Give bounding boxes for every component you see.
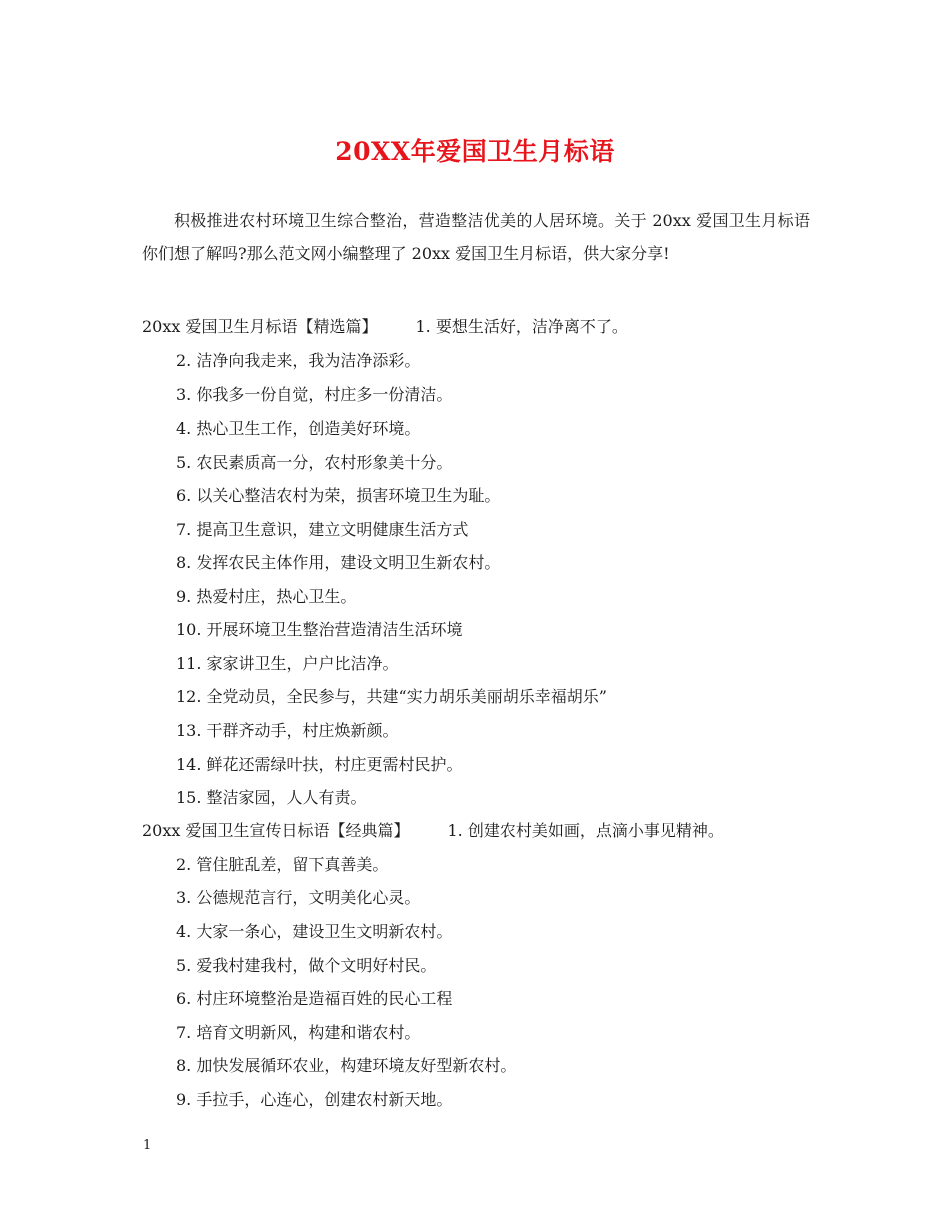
page-number: 1 bbox=[143, 1138, 152, 1153]
list-item: 2. 管住脏乱差，留下真善美。 bbox=[176, 855, 389, 874]
list-item: 5. 农民素质高一分，农村形象美十分。 bbox=[176, 453, 453, 472]
section1-heading-line bbox=[142, 317, 628, 337]
list-item: 2. 洁净向我走来，我为洁净添彩。 bbox=[176, 351, 421, 370]
list-item: 12. 全党动员，全民参与，共建“实力胡乐美丽胡乐幸福胡乐” bbox=[176, 687, 607, 706]
list-item: 8. 加快发展循环农业，构建环境友好型新农村。 bbox=[176, 1056, 517, 1075]
list-item: 9. 热爱村庄，热心卫生。 bbox=[176, 587, 357, 606]
section2-heading: 20xx 爱国卫生宣传日标语【经典篇】 bbox=[142, 821, 410, 840]
page-title: 20XX年爱国卫生月标语 bbox=[335, 137, 615, 166]
list-item: 6. 村庄环境整治是造福百姓的民心工程 bbox=[176, 989, 453, 1008]
list-item: 15. 整洁家园，人人有责。 bbox=[176, 788, 367, 807]
list-item: 11. 家家讲卫生，户户比洁净。 bbox=[176, 654, 399, 673]
list-item: 10. 开展环境卫生整治营造清洁生活环境 bbox=[176, 620, 463, 639]
section1-first-item: 1. 要想生活好，洁净离不了。 bbox=[415, 317, 628, 336]
list-item: 3. 你我多一份自觉，村庄多一份清洁。 bbox=[176, 385, 453, 404]
list-item: 4. 热心卫生工作，创造美好环境。 bbox=[176, 419, 421, 438]
list-item: 3. 公德规范言行，文明美化心灵。 bbox=[176, 888, 421, 907]
section1-heading: 20xx 爱国卫生月标语【精选篇】 bbox=[142, 317, 378, 336]
list-item: 7. 提高卫生意识，建立文明健康生活方式 bbox=[176, 520, 469, 539]
section2-heading-line bbox=[142, 821, 724, 841]
list-item: 6. 以关心整洁农村为荣，损害环境卫生为耻。 bbox=[176, 486, 501, 505]
list-item: 5. 爱我村建我村，做个文明好村民。 bbox=[176, 956, 437, 975]
intro-paragraph: 积极推进农村环境卫生综合整治，营造整洁优美的人居环境。关于 20xx 爱国卫生月标语你们想了解吗?那么范文网小编整理了 20xx 爱国卫生月标语，供大家分享! bbox=[142, 211, 810, 263]
list-item: 8. 发挥农民主体作用，建设文明卫生新农村。 bbox=[176, 553, 501, 572]
list-item: 9. 手拉手，心连心，创建农村新天地。 bbox=[176, 1090, 453, 1109]
section2-first-item: 1. 创建农村美如画，点滴小事见精神。 bbox=[447, 821, 724, 840]
list-item: 7. 培育文明新风，构建和谐农村。 bbox=[176, 1023, 421, 1042]
list-item: 13. 干群齐动手，村庄焕新颜。 bbox=[176, 721, 399, 740]
list-item: 14. 鲜花还需绿叶扶，村庄更需村民护。 bbox=[176, 755, 463, 774]
list-item: 4. 大家一条心，建设卫生文明新农村。 bbox=[176, 922, 453, 941]
